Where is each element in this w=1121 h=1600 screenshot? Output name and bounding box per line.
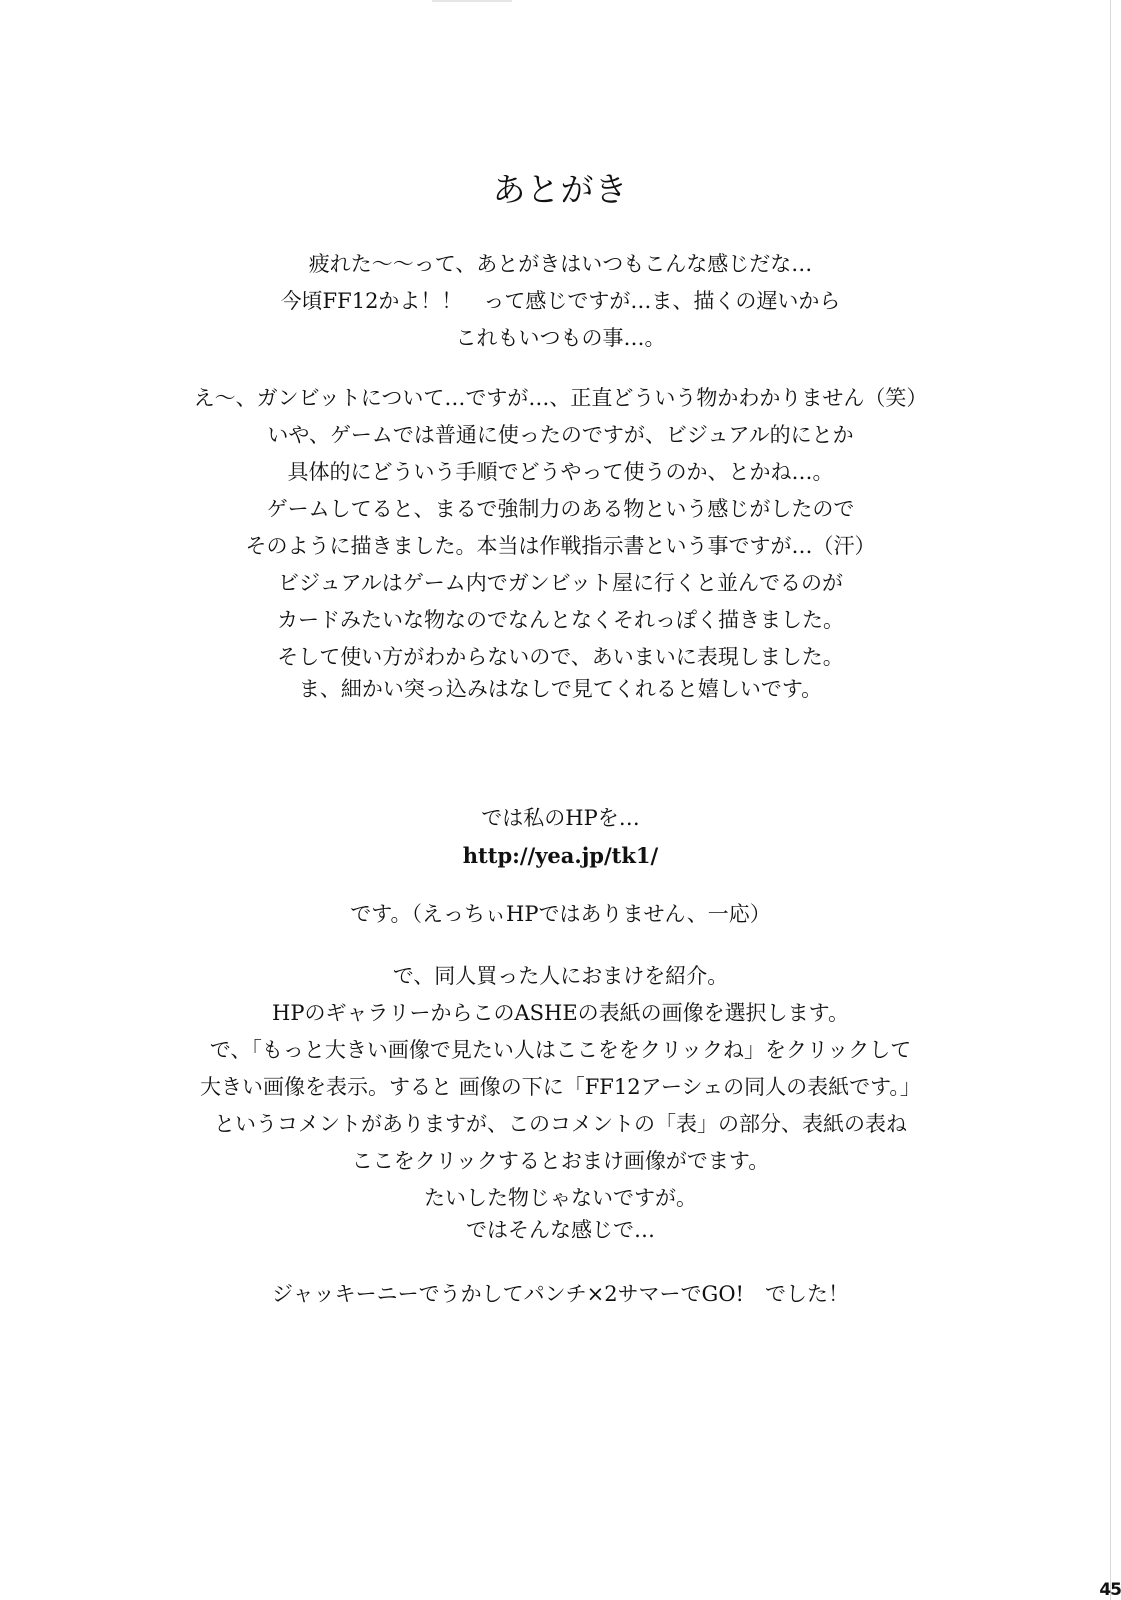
- text-line: そして使い方がわからないので、あいまいに表現しました。: [277, 645, 844, 669]
- signoff-line: ジャッキーニーでうかしてパンチ×2サマーでGO! でした！: [272, 1282, 849, 1306]
- text-line: いや、ゲームでは普通に使ったのですが、ビジュアル的にとか: [267, 423, 854, 447]
- page-number: 45: [1099, 1580, 1121, 1600]
- text-line: 大きい画像を表示。すると 画像の下に「FF12アーシェの同人の表紙です。」: [200, 1075, 921, 1099]
- closing-block: [0, 1212, 1121, 1249]
- text-line: ここをクリックするとおまけ画像がでます。: [351, 1149, 770, 1173]
- text-line: 疲れた〜〜って、あとがきはいつもこんな感じだな…: [308, 252, 813, 276]
- paragraph-gambit: [0, 380, 1121, 676]
- scan-mark: [432, 0, 512, 2]
- closing-line: ではそんな感じで…: [466, 1218, 655, 1242]
- signoff-block: [0, 1276, 1121, 1313]
- text-line: 今頃FF12かよ！！ って感じですが…ま、描くの遅いから: [280, 289, 841, 313]
- hp-note: です。（えっちぃHPではありません、一応）: [350, 902, 771, 926]
- text-line: 具体的にどういう手順でどうやって使うのか、とかね…。: [287, 460, 834, 484]
- hp-url-link[interactable]: http://yea.jp/tk1/: [462, 843, 659, 868]
- paragraph-intro: [0, 246, 1121, 357]
- text-line: え〜、ガンビットについて…ですが…、正直どういう物かわかりません（笑）: [193, 386, 928, 410]
- text-line: で、同人買った人におまけを紹介。: [392, 964, 729, 988]
- hp-section: [0, 800, 1121, 874]
- hp-intro: では私のHPを…: [481, 806, 640, 830]
- page-title: あとがき: [492, 170, 629, 209]
- text-line: そのように描きました。本当は作戦指示書という事ですが…（汗）: [245, 534, 876, 558]
- text-line: カードみたいな物なのでなんとなくそれっぽく描きました。: [277, 608, 844, 632]
- text-line: で、「もっと大きい画像で見たい人はここををクリックね」をクリックして: [209, 1038, 912, 1062]
- hp-note-block: [0, 896, 1121, 933]
- text-line: たいした物じゃないですが。: [424, 1186, 697, 1210]
- text-line: ビジュアルはゲーム内でガンビット屋に行くと並んでるのが: [278, 571, 843, 595]
- text-line: これもいつもの事…。: [455, 326, 666, 350]
- paragraph-request: [0, 671, 1121, 708]
- text-line: ゲームしてると、まるで強制力のある物という感じがしたので: [266, 497, 855, 521]
- text-line: HPのギャラリーからこのASHEの表紙の画像を選択します。: [272, 1001, 849, 1025]
- text-line: というコメントがありますが、このコメントの「表」の部分、表紙の表ね: [214, 1112, 907, 1136]
- text-line: ま、細かい突っ込みはなしで見てくれると嬉しいです。: [298, 677, 823, 701]
- paragraph-bonus: [0, 958, 1121, 1217]
